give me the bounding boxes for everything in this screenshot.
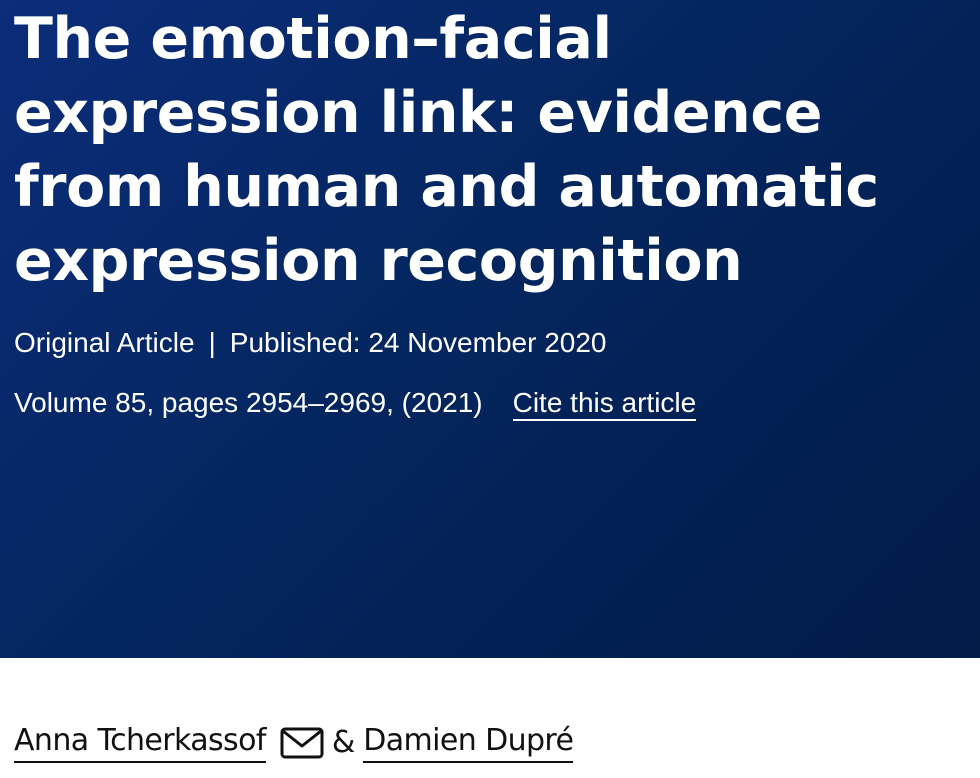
published-date: Published: 24 November 2020: [229, 327, 607, 358]
author-list: [14, 722, 573, 763]
envelope-icon[interactable]: [280, 727, 324, 759]
article-title: The emotion–facial expression link: evidence from human and automatic expression recognition: [14, 6, 879, 294]
cite-this-article-link[interactable]: Cite this article: [513, 387, 697, 421]
article-citation-row: [14, 386, 966, 420]
author-conjunction: &: [331, 724, 356, 760]
article-type: Original Article: [14, 327, 195, 358]
author-link-damien-dupre[interactable]: Damien Dupré: [363, 722, 573, 763]
article-meta-row: [14, 326, 966, 360]
volume-pages: Volume 85, pages 2954–2969, (2021): [14, 387, 483, 418]
author-link-anna-tcherkassof[interactable]: Anna Tcherkassof: [14, 722, 266, 763]
meta-separator: |: [208, 327, 216, 358]
